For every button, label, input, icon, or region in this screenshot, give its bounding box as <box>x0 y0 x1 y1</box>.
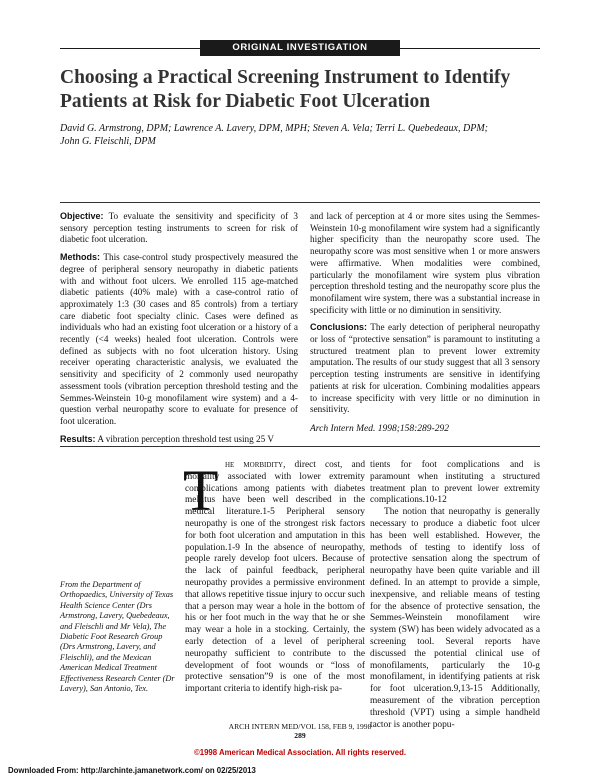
results-text-continued: and lack of perception at 4 or more sites using the Semmes-Weinstein 10-g monofilament wire system had a significantly higher specificity than the neuropathy score used. The neuropathy score was most sensitive when 1 or more answers were affirmative. When modalities were combined, particularly the monofilament wire system plus vibration perception threshold testing and the neuropathy score plus the monofilament wire system, there was a substantial increase in specificity with little or no diminution in sensitivity. <box>310 211 540 315</box>
download-notice: Downloaded From: http://archinte.jamanetwork.com/ on 02/25/2013 <box>8 766 256 775</box>
author-affiliations: From the Department of Orthopaedics, University of Texas Health Science Center (Drs Armstrong, Lavery, Quebedeaux, and Fleischli and Mr Vela), The Diabetic Foot Research Group (Drs Armstrong, Lavery, and Fleischli), and the Mexican American Medical Treatment Effectiveness Research Center (Dr Lavery), San Antonio, Tex. <box>60 580 175 694</box>
abstract-bottom-rule <box>60 446 540 447</box>
body-paragraph-1-continued: tients for foot complications and is paramount when instituting a structured treatment plan to prevent lower extremity complications.10-12 <box>370 460 540 506</box>
results-label: Results: <box>60 433 96 444</box>
abstract-conclusions <box>310 322 540 416</box>
conclusions-text: The early detection of peripheral neuropathy or loss of “protective sensation” is paramount to instituting a structured treatment plan to prevent lower extremity amputation. The results of our study suggest that all 3 sensory perception testing instruments are sensitive in identifying patients at risk for ulceration. Combining modalities appears to increase specificity with very little or no diminution in sensitivity. <box>310 322 540 415</box>
results-text-start: A vibration perception threshold test using 25 V <box>97 433 274 444</box>
section-banner: ORIGINAL INVESTIGATION <box>200 40 400 56</box>
abstract-results-continued <box>310 211 540 316</box>
objective-label: Objective: <box>60 211 104 221</box>
copyright-notice: ©1998 American Medical Association. All rights reserved. <box>193 748 406 757</box>
methods-label: Methods: <box>60 252 100 263</box>
drop-cap: T <box>183 458 219 523</box>
abstract-methods <box>60 252 298 428</box>
abstract-results-start <box>60 434 298 446</box>
body-column-2 <box>370 460 540 731</box>
article-title: Choosing a Practical Screening Instrument to Identify Patients at Risk for Diabetic Foot Ulceration <box>60 67 511 112</box>
body-paragraph-1 <box>185 460 365 696</box>
author-list: David G. Armstrong, DPM; Lawrence A. Lavery, DPM, MPH; Steven A. Vela; Terri L. Quebedeaux, DPM; John G. Fleischli, DPM <box>60 123 488 147</box>
abstract-right-column <box>310 211 540 442</box>
journal-footer: ARCH INTERN MED/VOL 158, FEB 9, 1998 <box>228 722 372 731</box>
body-text-col1: direct cost, and mortality associated with lower extremity complications among patients with diabetes mellitus have been well described in the medical literature.1-5 Peripheral sensory neuropathy is one of the strongest risk factors for both foot ulceration and amputation in this population.1-9 In the absence of neuropathy, people rarely develop foot ulcers. Because of the lack of painful feedback, peripheral neuropathy provides a permissive environment that allows repetitive tissue injury to occur such that a person may wear a hole in the bottom of his or her foot much in the way that he or she may wear a hole in a stocking. Certainly, the early detection of a level of peripheral neuropathy sufficient to contribute to the development of foot wounds or “loss of protective sensation”9 is one of the most important criteria to identify high-risk pa- <box>185 460 366 695</box>
article-citation: Arch Intern Med. 1998;158:289-292 <box>310 423 449 434</box>
body-column-1 <box>185 460 365 696</box>
abstract-top-rule <box>60 202 540 203</box>
conclusions-label: Conclusions: <box>310 322 368 333</box>
body-paragraph-2: The notion that neuropathy is generally necessary to produce a diabetic foot ulcer has been well established. However, the methods of testing to identify loss of protective sensation along the spectrum of neuropathy have been quite variable and ill defined. In an attempt to provide a simple, inexpensive, and reliable means of testing for the absence of protective sensation, the Semmes-Weinstein monofilament wire system (SW) has been widely advocated as a screening tool. Several reports have discussed the potential clinical use of monofilaments, particularly the 10-g monofilament, in identifying patients at risk for foot ulceration.9,13-15 Additionally, measurement of the vibration perception threshold (VPT) using a simple handheld tactor is another popu- <box>370 507 540 730</box>
abstract-objective <box>60 211 298 246</box>
lead-in: he morbidity, <box>225 460 286 470</box>
methods-text: This case-control study prospectively measured the degree of peripheral sensory neuropathy in diabetic patients with and without foot ulcers. We enrolled 115 age-matched diabetic patients (40% male) with a case-control ratio of approximately 1:3 (30 cases and 85 controls) from a tertiary care diabetic foot specialty clinic. Cases were defined as individuals who had an existing foot ulceration or a history of a recently (<4 weeks) healed foot ulceration. Controls were defined as subjects with no foot ulceration history. Using receiver operating characteristic analysis, we evaluated the sensitivity and specificity of 2 commonly used neuropathy assessment tools (vibration perception threshold testing and the Semmes-Weinstein 10-g monofilament wire system) and a 4-question verbal neuropathy score to evaluate for presence of foot ulceration. <box>60 252 298 426</box>
page-number: 289 <box>294 731 306 740</box>
objective-text: To evaluate the sensitivity and specificity of 3 sensory perception testing instruments to screen for risk of diabetic foot ulceration. <box>60 211 298 245</box>
abstract-left-column <box>60 211 298 451</box>
